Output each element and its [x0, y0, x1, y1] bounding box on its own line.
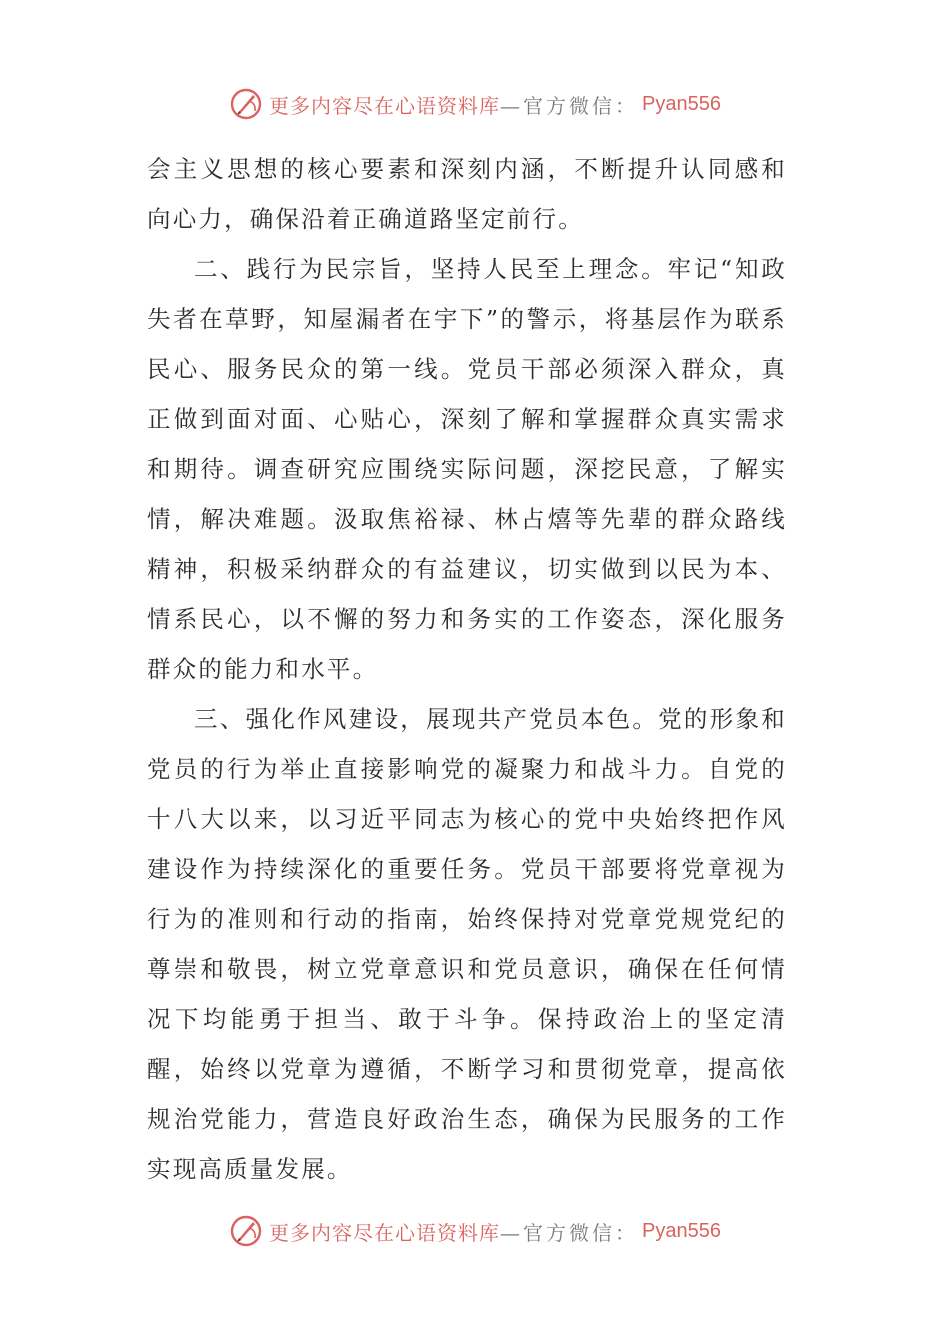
footer-watermark [0, 1211, 950, 1251]
header-watermark [0, 84, 950, 124]
watermark-dash-text: —官方微信： [500, 93, 639, 118]
quill-logo-icon [229, 87, 263, 121]
paragraph-continuation: 会主义思想的核心要素和深刻内涵，不断提升认同感和向心力，确保沿着正确道路坚定前行。 [147, 155, 787, 233]
watermark-wechat-id: Pyan556 [642, 92, 721, 115]
paragraph-section-three: 三、强化作风建设，展现共产党员本色。党的形象和党员的行为举止直接影响党的凝聚力和战斗力。自党的十八大以来，以习近平同志为核心的党中央始终把作风建设作为持续深化的重要任务。党员干部要将党章视为行为的准则和行动的指南，始终保持对党章党规党纪的尊崇和敬畏，树立党章意识和党员意识，确保在任何情况下均能勇于担当、敢于斗争。保持政治上的坚定清醒，始终以党章为遵循，不断学习和贯彻党章，提高依规治党能力，营造良好政治生态，确保为民服务的工作实现高质量发展。 [147, 705, 787, 1183]
document-body [147, 144, 787, 1194]
watermark-site-text: 更多内容尽在心语资料库 [269, 1220, 501, 1245]
watermark-wechat-id: Pyan556 [642, 1219, 721, 1242]
watermark-dash-text: —官方微信： [500, 1220, 639, 1245]
watermark-site-text: 更多内容尽在心语资料库 [269, 93, 501, 118]
quill-logo-icon [229, 1214, 263, 1248]
paragraph-section-two: 二、践行为民宗旨，坚持人民至上理念。牢记“知政失者在草野，知屋漏者在宇下”的警示，将基层作为联系民心、服务民众的第一线。党员干部必须深入群众，真正做到面对面、心贴心，深刻了解和掌握群众真实需求和期待。调查研究应围绕实际问题，深挖民意，了解实情，解决难题。汲取焦裕禄、林占熺等先辈的群众路线精神，积极采纳群众的有益建议，切实做到以民为本、情系民心，以不懈的努力和务实的工作姿态，深化服务群众的能力和水平。 [147, 255, 787, 683]
